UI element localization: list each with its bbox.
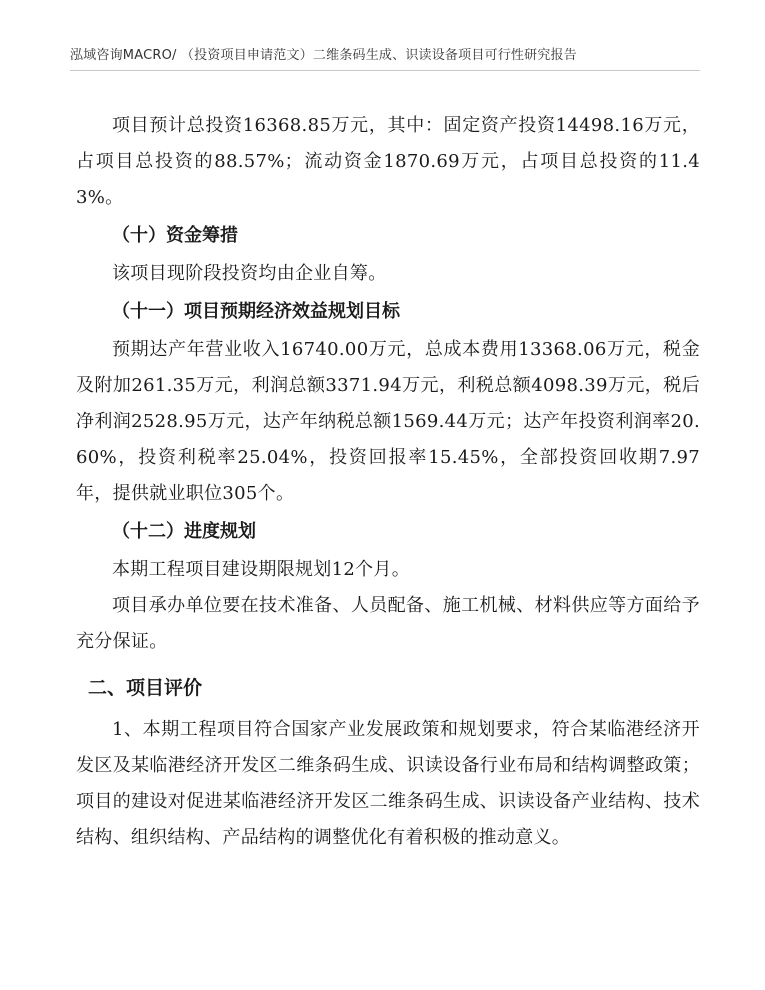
schedule-paragraph-2: 项目承办单位要在技术准备、人员配备、施工机械、材料供应等方面给予充分保证。 — [76, 595, 700, 652]
page-header: 泓域咨询MACRO/ （投资项目申请范文）二维条码生成、识读设备项目可行性研究报告 — [70, 48, 577, 63]
schedule-paragraph-1: 本期工程项目建设期限规划12个月。 — [112, 559, 411, 580]
benefit-heading: （十一）项目预期经济效益规划目标 — [112, 301, 400, 322]
funding-heading: （十）资金筹措 — [112, 225, 238, 246]
header-divider — [70, 70, 700, 71]
investment-paragraph: 项目预计总投资16368.85万元，其中：固定资产投资14498.16万元，占项目总投资的88.57%；流动资金1870.69万元，占项目总投资的11.43%。 — [76, 115, 700, 208]
evaluation-heading: 二、项目评价 — [88, 677, 203, 699]
evaluation-paragraph-1: 1、本期工程项目符合国家产业发展政策和规划要求，符合某临港经济开发区及某临港经济开发区二维条码生成、识读设备行业布局和结构调整政策；项目的建设对促进某临港经济开发区二维条码生成、识读设备产业结构、技术结构、组织结构、产品结构的调整优化有着积极的推动意义。 — [76, 719, 700, 848]
funding-paragraph: 该项目现阶段投资均由企业自筹。 — [112, 263, 387, 284]
benefit-paragraph: 预期达产年营业收入16740.00万元，总成本费用13368.06万元，税金及附加261.35万元，利润总额3371.94万元，利税总额4098.39万元，税后净利润2528.95万元，达产年纳税总额1569.44万元；达产年投资利润率20.60%，投资利税率25.04%，投资回报率15.45%，全部投资回收期7.97年，提供就业职位305个。 — [76, 339, 700, 504]
schedule-heading: （十二）进度规划 — [112, 521, 256, 542]
document-body — [76, 108, 700, 856]
